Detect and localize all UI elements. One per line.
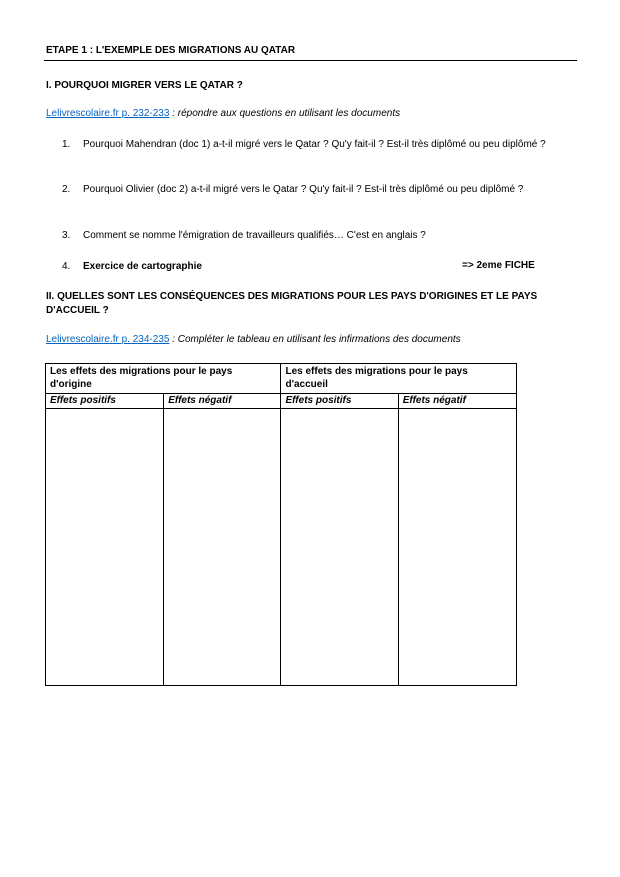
- question-text: Exercice de cartographie: [83, 261, 202, 272]
- subheader-host-positive: Effets positifs: [281, 394, 398, 409]
- subheader-host-negative: Effets négatif: [398, 394, 516, 409]
- question-number: 4.: [62, 261, 71, 272]
- effects-table: [45, 363, 517, 686]
- title-divider: [44, 60, 577, 61]
- page-title: ETAPE 1 : L'EXEMPLE DES MIGRATIONS AU QATAR: [46, 45, 296, 56]
- header-origin-country: Les effets des migrations pour le pays d'origine: [46, 364, 281, 394]
- section2-heading: II. QUELLES SONT LES CONSÉQUENCES DES MIGRATIONS POUR LES PAYS D'ORIGINES ET LE PAYS D'ACCUEIL ?: [46, 291, 538, 316]
- answer-cell-origin-positive[interactable]: [46, 409, 164, 686]
- section2-reference-link[interactable]: Lelivrescolaire.fr p. 234-235: [46, 334, 170, 345]
- answer-cell-origin-negative[interactable]: [164, 409, 281, 686]
- header-host-country: Les effets des migrations pour le pays d'accueil: [281, 364, 517, 394]
- table-answer-row: [46, 409, 517, 686]
- subheader-origin-positive: Effets positifs: [46, 394, 164, 409]
- section2-reference-instruction: : Compléter le tableau en utilisant les infirmations des documents: [169, 334, 461, 345]
- question-text: Pourquoi Olivier (doc 2) a-t-il migré vers le Qatar ? Qu'y fait-il ? Est-il très diplômé ou peu diplômé ?: [83, 184, 524, 195]
- answer-cell-host-positive[interactable]: [281, 409, 398, 686]
- table-header-row: [46, 364, 517, 394]
- section1-reference: [46, 108, 400, 119]
- question-number: 2.: [62, 184, 71, 195]
- question-2: [62, 183, 562, 197]
- section2-reference: [46, 334, 461, 345]
- question-4-note: => 2eme FICHE: [462, 260, 535, 271]
- question-3: [62, 229, 562, 243]
- question-number: 1.: [62, 139, 71, 150]
- section1-heading: I. POURQUOI MIGRER VERS LE QATAR ?: [46, 80, 243, 91]
- question-1: [62, 138, 562, 152]
- table-subheader-row: [46, 394, 517, 409]
- section1-reference-instruction: : répondre aux questions en utilisant les documents: [169, 108, 401, 119]
- question-text: Comment se nomme l'émigration de travailleurs qualifiés… C'est en anglais ?: [83, 230, 426, 241]
- question-text: Pourquoi Mahendran (doc 1) a-t-il migré vers le Qatar ? Qu'y fait-il ? Est-il très diplômé ou peu diplômé ?: [83, 139, 546, 150]
- section1-reference-link[interactable]: Lelivrescolaire.fr p. 232-233: [46, 108, 170, 119]
- question-number: 3.: [62, 230, 71, 241]
- answer-cell-host-negative[interactable]: [398, 409, 516, 686]
- subheader-origin-negative: Effets négatif: [164, 394, 281, 409]
